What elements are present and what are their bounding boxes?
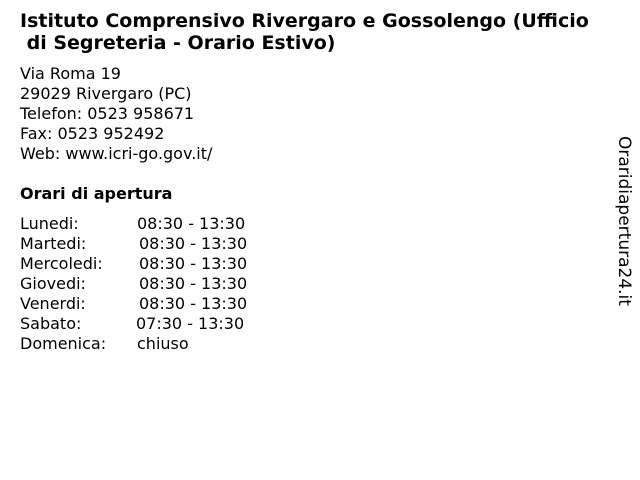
address-phone: Telefon: 0523 958671 <box>20 104 195 123</box>
hours-day-label: Martedi: <box>20 234 87 253</box>
hours-time-value: chiuso <box>137 334 189 353</box>
address-fax: Fax: 0523 952492 <box>20 124 165 143</box>
address-street: Via Roma 19 <box>20 64 121 83</box>
opening-hours-heading: Orari di apertura <box>20 184 173 203</box>
hours-time-value: 08:30 - 13:30 <box>137 214 246 233</box>
hours-time-value: 08:30 - 13:30 <box>139 234 248 253</box>
page-title-line-1: Istituto Comprensivo Rivergaro e Gossolengo (Ufficio <box>20 10 589 32</box>
hours-day-label: Sabato: <box>20 314 82 333</box>
hours-time-value: 08:30 - 13:30 <box>139 274 248 293</box>
hours-time-value: 08:30 - 13:30 <box>139 294 248 313</box>
hours-day-label: Venerdi: <box>20 294 86 313</box>
page-title <box>20 10 632 54</box>
address-city: 29029 Rivergaro (PC) <box>20 84 192 103</box>
hours-day-label: Mercoledi: <box>20 254 103 273</box>
site-watermark-text: Oraridiapertura24.it <box>614 136 634 306</box>
hours-day-label: Lunedi: <box>20 214 79 233</box>
hours-time-value: 08:30 - 13:30 <box>139 254 248 273</box>
address-web: Web: www.icri-go.gov.it/ <box>20 144 213 163</box>
hours-day-label: Giovedi: <box>20 274 86 293</box>
address-block <box>20 64 212 164</box>
hours-time-value: 07:30 - 13:30 <box>136 314 245 333</box>
site-watermark <box>612 136 636 311</box>
hours-day-label: Domenica: <box>20 334 107 353</box>
page-title-line-2: di Segreteria - Orario Estivo) <box>20 32 336 54</box>
